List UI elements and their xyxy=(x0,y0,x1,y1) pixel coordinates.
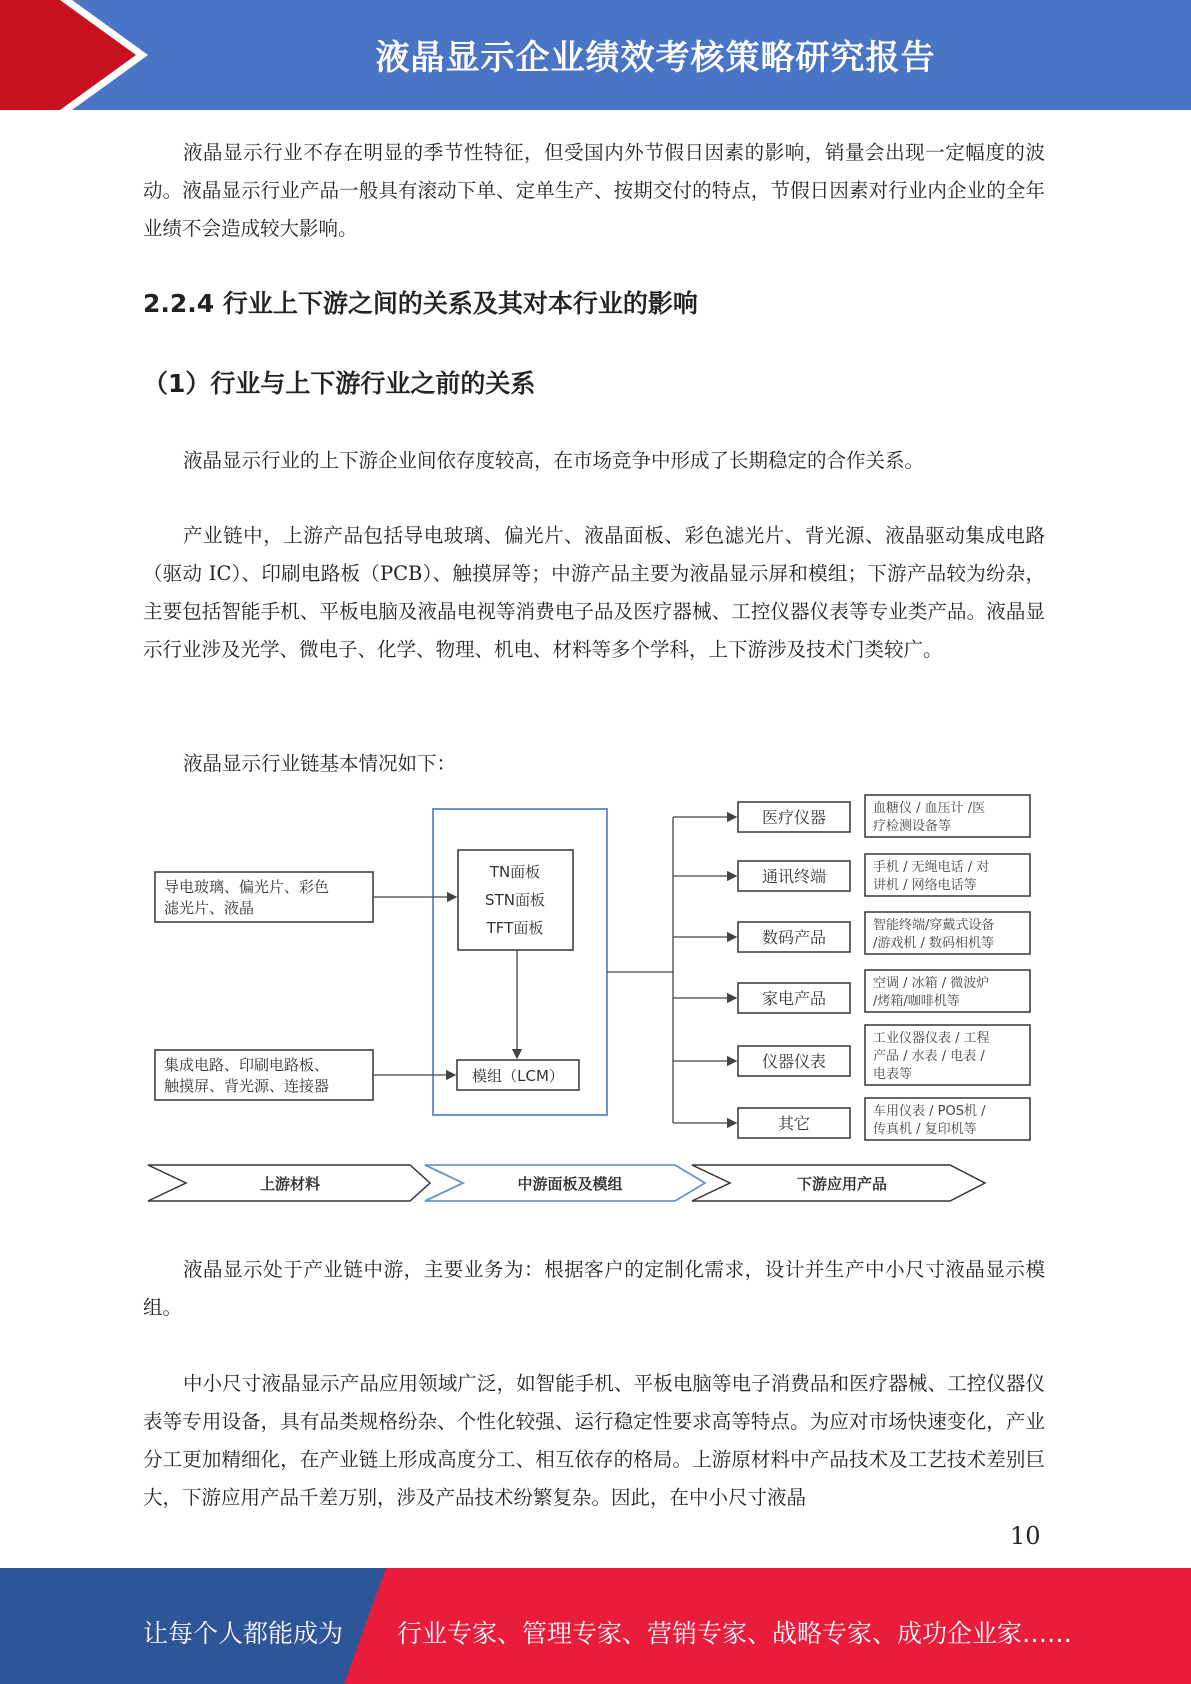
paragraph-industry-chain: 产业链中，上游产品包括导电玻璃、偏光片、液晶面板、彩色滤光片、背光源、液晶驱动集成电路（驱动 IC）、印刷电路板（PCB）、触摸屏等；中游产品主要为液晶显示屏和模组；下游产品较为纷杂，主要包括智能手机、平板电脑及液晶电视等消费电子品及医疗器械、工控仪器仪表等专业类产品。液晶显示行业涉及光学、微电子、化学、物理、机电、材料等多个学科，上下游涉及技术门类较广。 xyxy=(143,524,1045,661)
app-desc-line: 产品 / 水表 / 电表 / xyxy=(873,1049,985,1064)
app-desc-line: /游戏机 / 数码相机等 xyxy=(873,936,995,951)
app-name: 仪器仪表 xyxy=(761,1052,827,1071)
app-name: 家电产品 xyxy=(761,989,827,1008)
stage-upstream-label: 上游材料 xyxy=(259,1175,321,1193)
paragraph-chain-intro: 液晶显示行业链基本情况如下： xyxy=(183,752,457,775)
app-name: 通讯终端 xyxy=(761,867,827,886)
app-telecom xyxy=(738,854,1030,896)
app-appliance xyxy=(738,970,1030,1013)
paragraph-applications: 中小尺寸液晶显示产品应用领域广泛，如智能手机、平板电脑等电子消费品和医疗器械、工控仪器仪表等专用设备，具有品类规格纷杂、个性化较强、运行稳定性要求高等特点。为应对市场快速变化，产业分工更加精细化，在产业链上形成高度分工、相互依存的格局。上游原材料中产品技术及工艺技术差别巨大，下游应用产品千差万别，涉及产品技术纷繁复杂。因此，在中小尺寸液晶 xyxy=(143,1372,1045,1509)
app-desc-line: 讲机 / 网络电话等 xyxy=(873,878,977,893)
app-desc-line: 疗检测设备等 xyxy=(873,819,952,834)
upstream-2-line-2: 触摸屏、背光源、连接器 xyxy=(164,1077,330,1095)
app-instrument xyxy=(738,1025,1030,1085)
app-medical xyxy=(738,795,1030,837)
app-desc-line: 智能终端/穿戴式设备 xyxy=(873,918,995,933)
app-desc-line: 空调 / 冰箱 / 微波炉 xyxy=(873,976,990,991)
paragraph-midstream: 液晶显示处于产业链中游，主要业务为：根据客户的定制化需求，设计并生产中小尺寸液晶显示模组。 xyxy=(143,1258,1045,1319)
app-desc-line: 车用仪表 / POS机 / xyxy=(873,1104,986,1119)
upstream-1-line-2: 滤光片、液晶 xyxy=(164,899,255,917)
app-desc-line: 传真机 / 复印机等 xyxy=(873,1122,977,1137)
module-label: 模组（LCM） xyxy=(472,1067,564,1085)
upstream-2-line-1: 集成电路、印刷电路板、 xyxy=(164,1056,330,1074)
app-other xyxy=(738,1098,1030,1140)
app-name: 其它 xyxy=(777,1114,811,1133)
app-desc-line: 工业仪器仪表 / 工程 xyxy=(873,1031,990,1046)
section-heading: 2.2.4 行业上下游之间的关系及其对本行业的影响 xyxy=(143,289,698,318)
app-name: 医疗仪器 xyxy=(761,808,827,827)
app-desc-line: /烤箱/咖啡机等 xyxy=(873,994,960,1009)
app-name: 数码产品 xyxy=(761,928,827,947)
stage-downstream-label: 下游应用产品 xyxy=(796,1175,888,1193)
upstream-1-line-1: 导电玻璃、偏光片、彩色 xyxy=(164,878,330,896)
industry-chain-diagram xyxy=(140,785,1040,1205)
panel-stn: STN面板 xyxy=(485,891,545,909)
footer-slogan-left: 让每个人都能成为 xyxy=(143,1619,344,1648)
app-desc-line: 手机 / 无绳电话 / 对 xyxy=(873,860,990,875)
app-digital xyxy=(738,912,1030,954)
panel-tft: TFT面板 xyxy=(486,919,544,937)
page-header xyxy=(0,0,1191,110)
page-footer xyxy=(0,1568,1191,1684)
footer-slogan-right: 行业专家、管理专家、营销专家、战略专家、成功企业家…… xyxy=(397,1619,1073,1648)
app-desc-line: 电表等 xyxy=(873,1067,913,1082)
panel-tn: TN面板 xyxy=(489,863,541,881)
app-desc-line: 血糖仪 / 血压计 /医 xyxy=(873,801,986,816)
stage-midstream-label: 中游面板及模组 xyxy=(517,1175,623,1193)
paragraph-dependency: 液晶显示行业的上下游企业间依存度较高，在市场竞争中形成了长期稳定的合作关系。 xyxy=(183,449,925,472)
paragraph-seasonality: 液晶显示行业不存在明显的季节性特征，但受国内外节假日因素的影响，销量会出现一定幅度的波动。液晶显示行业产品一般具有滚动下单、定单生产、按期交付的特点，节假日因素对行业内企业的全年业绩不会造成较大影响。 xyxy=(143,141,1045,240)
subsection-heading: （1）行业与上下游行业之前的关系 xyxy=(143,369,536,398)
page-number: 10 xyxy=(1010,1522,1041,1550)
report-title: 液晶显示企业绩效考核策略研究报告 xyxy=(375,38,936,78)
